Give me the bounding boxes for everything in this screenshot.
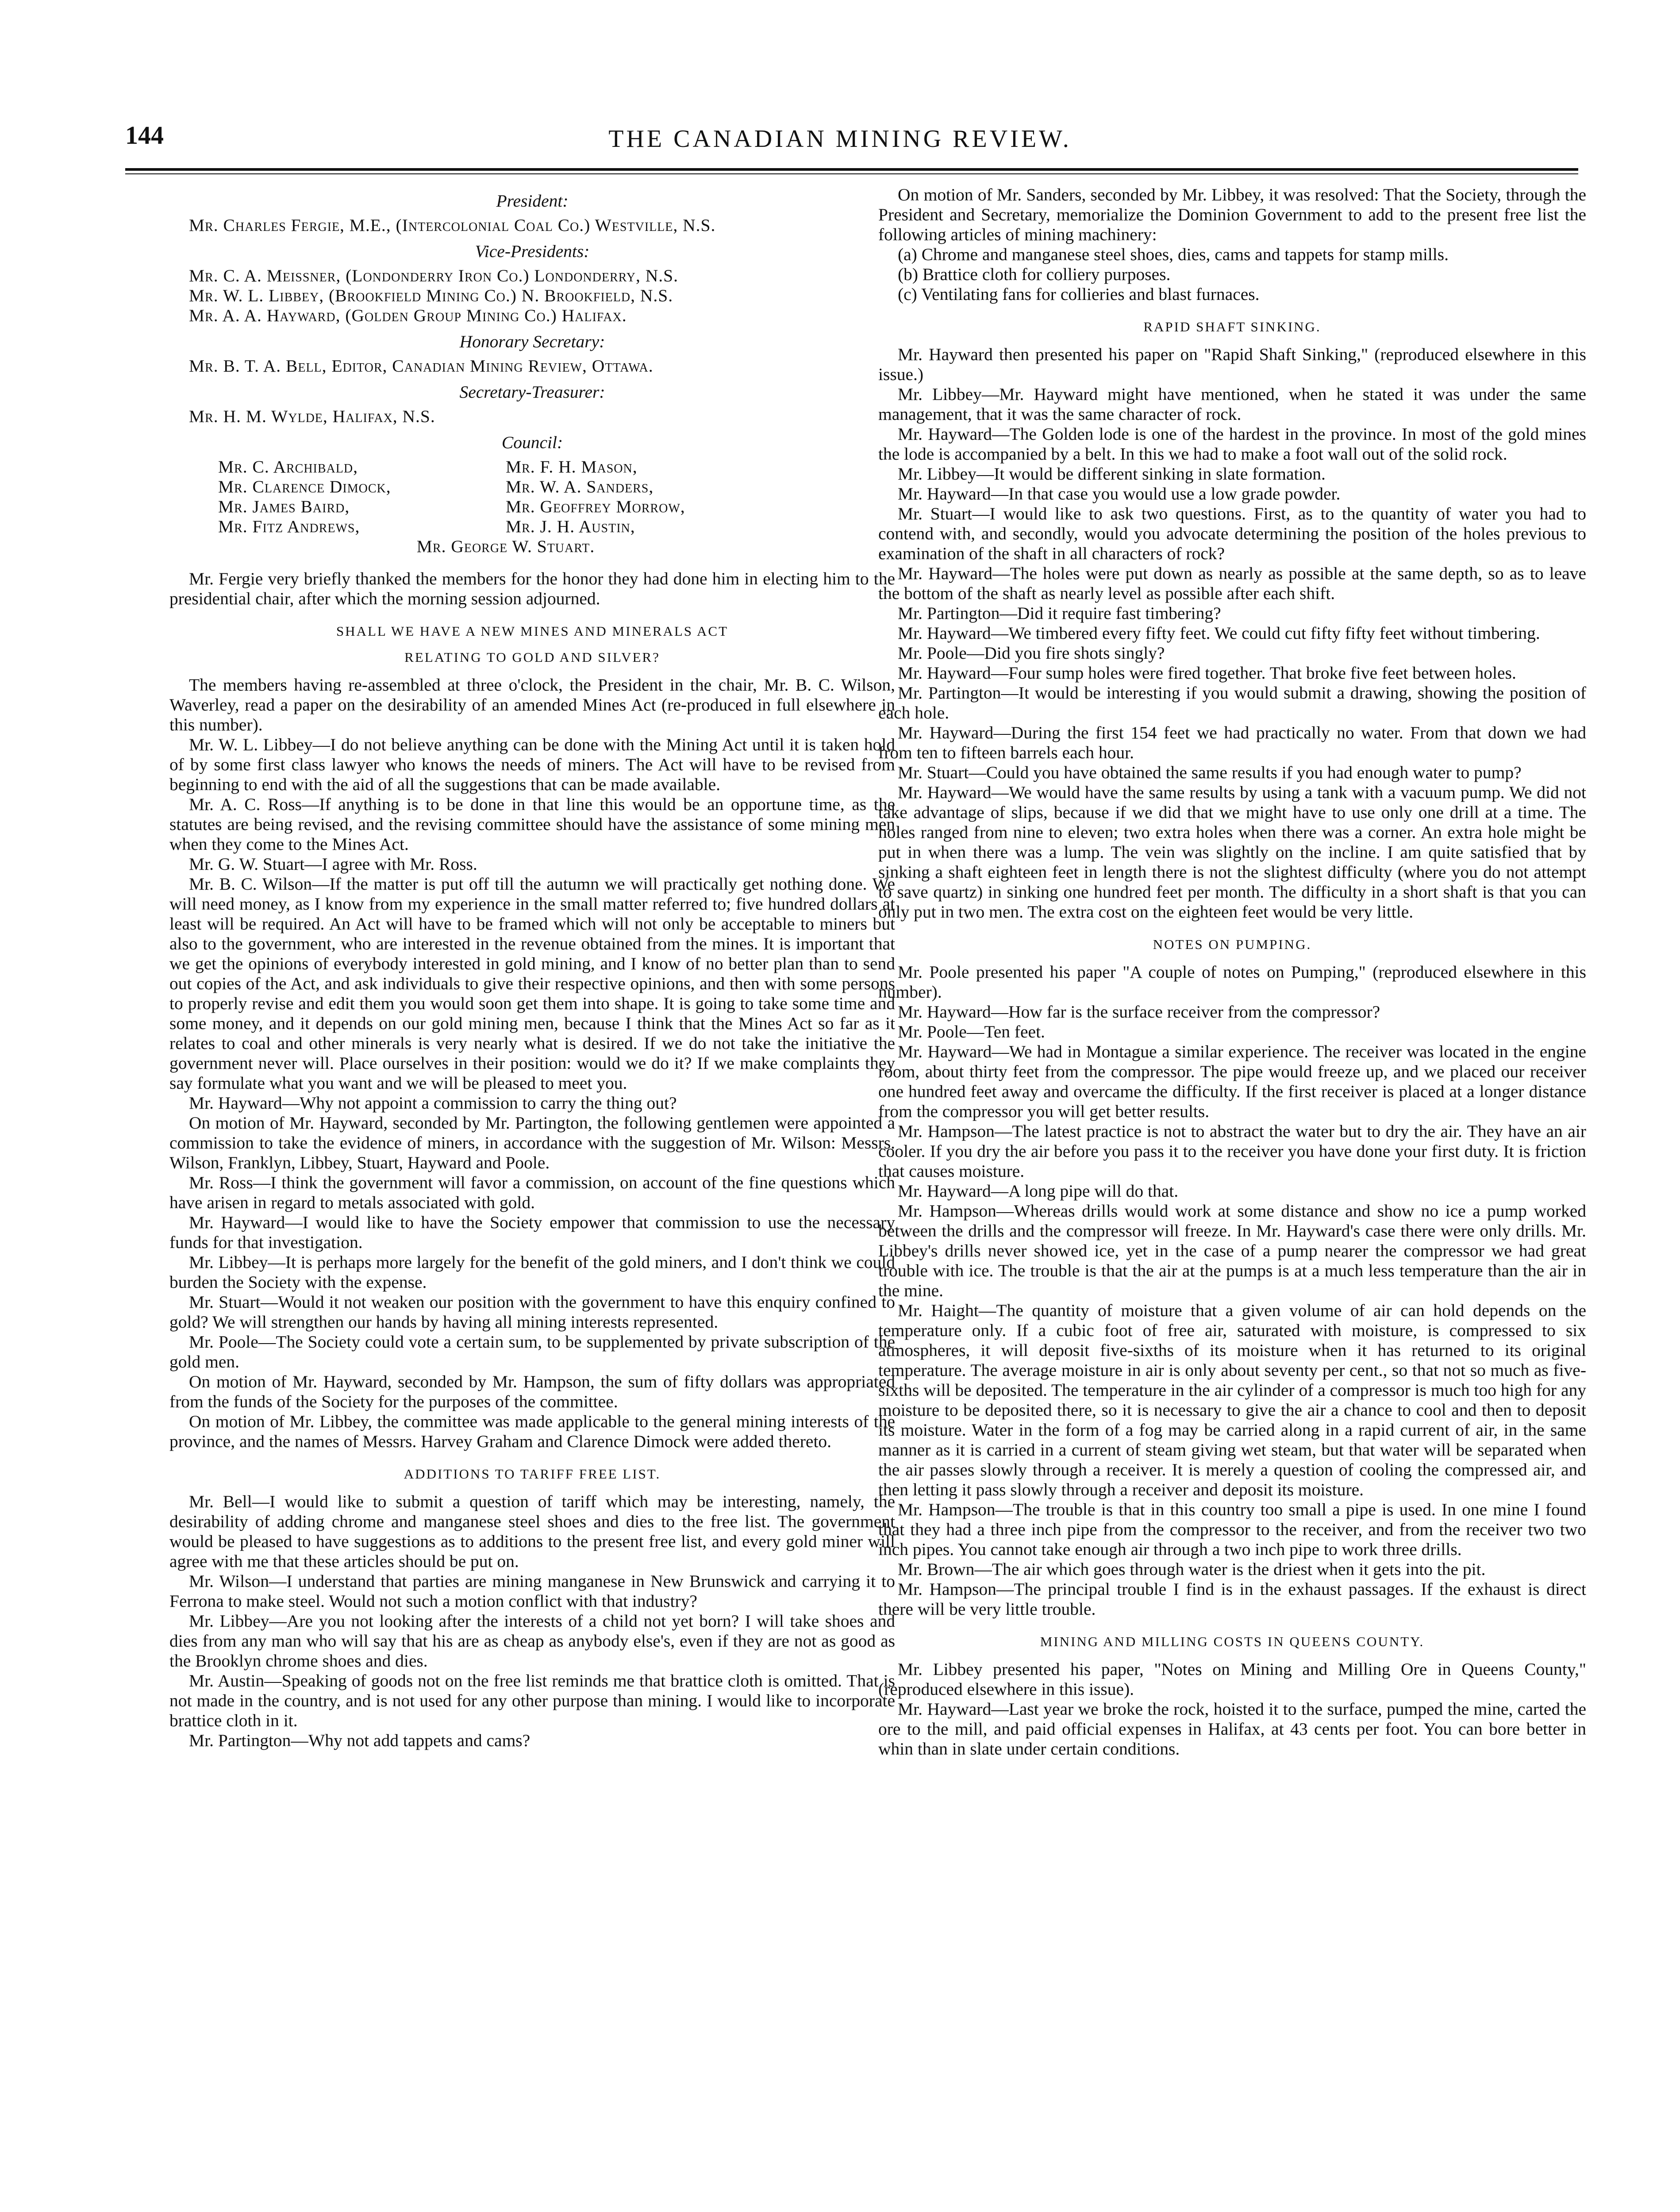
page-number: 144 [125,121,164,150]
council-member: Mr. James Baird, [218,497,350,516]
right-column [878,185,1586,1759]
honorary-secretary-entry: Mr. B. T. A. Bell, Editor, Canadian Mining Review, Ottawa. [189,356,654,376]
council-list [218,457,793,557]
section-heading-queens-county: MINING AND MILLING COSTS IN QUEENS COUNTY. [1040,1634,1425,1649]
paragraph: Mr. Hayward—In that case you would use a low grade powder. [898,484,1341,503]
section-heading-pumping: NOTES ON PUMPING. [1153,937,1312,952]
paragraph: Mr. Hayward—We timbered every fifty feet. We could cut fifty fifty feet without timbering. [898,623,1540,643]
president-heading: President: [496,191,569,211]
paragraph: Mr. Hayward—The Golden lode is one of the hardest in the province. In most of the gold mines the lode is accompanied by a belt. In this we had to make a foot wall out of the solid rock. [878,424,1586,464]
paragraph: Mr. Partington—Why not add tappets and cams? [189,1731,531,1750]
paragraph: Mr. Stuart—I would like to ask two questions. First, as to the quantity of water you had to contend with, and secondly, would you advocate determining the position of the holes previous to examination of the shaft in all characters of rock? [878,504,1586,563]
paragraph: Mr. Stuart—Would it not weaken our position with the government to have this enquiry confined to gold? We will strengthen our hands by having all mining interests represented. [169,1292,895,1332]
paragraph: Mr. Hampson—Whereas drills would work at some distance and show no ice a pump worked between the drills and the compressor will freeze. In Mr. Hayward's case there were only drills. Mr. Libbey's drills never showed ice, yet in the case of a pump nearer the compressor we had great trouble with ice. The trouble is that the air at the pumps is at a much less temperature than the air in the mine. [878,1201,1586,1300]
council-member: Mr. F. H. Mason, [506,457,638,476]
paragraph: Mr. Poole presented his paper "A couple of notes on Pumping," (reproduced elsewhere in this number). [878,962,1586,1002]
paragraph: Mr. Poole—The Society could vote a certain sum, to be supplemented by private subscription of the gold men. [169,1332,895,1371]
council-member: Mr. Geoffrey Morrow, [506,497,685,516]
running-head: THE CANADIAN MINING REVIEW. [608,125,1072,153]
section-heading-mines-act [169,621,895,667]
paragraph: Mr. Hayward—During the first 154 feet we had practically no water. From that down we had from ten to fifteen barrels each hour. [878,723,1586,762]
section-heading-tariff: ADDITIONS TO TARIFF FREE LIST. [404,1466,661,1482]
council-member: Mr. Clarence Dimock, [218,477,391,496]
vice-president-entry: Mr. C. A. Meissner, (Londonderry Iron Co.) Londonderry, N.S. [189,266,678,285]
council-member: Mr. J. H. Austin, [506,517,635,536]
paragraph: On motion of Mr. Hayward, seconded by Mr. Partington, the following gentlemen were appointed a commission to take the evidence of miners, in accordance with the suggestion of Mr. Wilson: Messrs. Wilson, Franklyn, Libbey, Stuart, Hayward and Poole. [169,1113,895,1172]
paragraph: On motion of Mr. Hayward, seconded by Mr. Hampson, the sum of fifty dollars was appropriated from the funds of the Society for the purposes of the committee. [169,1372,895,1411]
paragraph: Mr. Ross—I think the government will favor a commission, on account of the fine questions which have arisen in regard to metals associated with gold. [169,1173,895,1212]
paragraph: Mr. Hayward—We would have the same results by using a tank with a vacuum pump. We did not take advantage of slips, because if we did that we might have to use only one drill at a time. The holes ranged from nine to eleven; two extra holes when there was a corner. An extra hole might be put in when there was a lump. The vein was slightly on the incline. I am quite satisfied that by sinking a shaft eighteen feet in length there is not the slightest difficulty (where you do not attempt to save quartz) in sinking one hundred feet per month. The difficulty in a short shaft is that you can only put in two men. The extra cost on the eighteen feet would be very little. [878,783,1586,922]
paragraph: Mr. Brown—The air which goes through water is the driest when it gets into the pit. [898,1559,1486,1579]
council-heading: Council: [501,433,563,452]
council-member: Mr. George W. Stuart. [416,537,595,556]
paragraph: Mr. Hayward—Last year we broke the rock, hoisted it to the surface, pumped the mine, carted the ore to the mill, and paid official expenses in Halifax, at 43 cents per foot. You can bore better in whin than in slate under certain conditions. [878,1699,1586,1759]
paragraph: Mr. Poole—Did you fire shots singly? [898,643,1165,663]
vice-presidents-list [189,266,895,326]
paragraph: The members having re-assembled at three o'clock, the President in the chair, Mr. B. C. Wilson, Waverley, read a paper on the desirability of an amended Mines Act (re-produced in full elsewhere in this number). [169,675,895,734]
paragraph: On motion of Mr. Sanders, seconded by Mr. Libbey, it was resolved: That the Society, through the President and Secretary, memorialize the Dominion Government to add to the present free list the following articles of mining machinery: [878,185,1586,244]
paragraph: Mr. W. L. Libbey—I do not believe anything can be done with the Mining Act until it is taken hold of by some first class lawyer who knows the needs of miners. The Act will have to be revised from beginning to end with the aid of all the suggestions that can be made available. [169,735,895,794]
paragraph: Mr. Libbey—Mr. Hayward might have mentioned, when he stated it was under the same management, that it was the same character of rock. [878,384,1586,424]
section-heading-line: SHALL WE HAVE A NEW MINES AND MINERALS ACT [336,623,729,639]
vice-presidents-heading: Vice-Presidents: [475,242,590,261]
paragraph: Mr. Partington—It would be interesting if you would submit a drawing, showing the position of each hole. [878,683,1586,722]
secretary-treasurer-entry: Mr. H. M. Wylde, Halifax, N.S. [189,407,435,426]
paragraph: Mr. G. W. Stuart—I agree with Mr. Ross. [189,854,477,874]
paragraph: Mr. Fergie very briefly thanked the members for the honor they had done him in electing him to the presidential chair, after which the morning session adjourned. [169,569,895,608]
paragraph: On motion of Mr. Libbey, the committee was made applicable to the general mining interests of the province, and the names of Messrs. Harvey Graham and Clarence Dimock were added thereto. [169,1412,895,1451]
paragraph: Mr. Libbey—Are you not looking after the interests of a child not yet born? I will take shoes and dies from any man who will say that his are as cheap as anybody else's, even if they are not as good as the Brooklyn chrome shoes and dies. [169,1611,895,1671]
paragraph: Mr. Austin—Speaking of goods not on the free list reminds me that brattice cloth is omitted. That is not made in the country, and is not used for any other purpose than mining. I would like to incorporate brattice cloth in it. [169,1671,895,1730]
paragraph: Mr. Haight—The quantity of moisture that a given volume of air can hold depends on the temperature only. If a cubic foot of free air, saturated with moisture, is compressed to six atmospheres, it will deposit five-sixths of its moisture when it has returned to its original temperature. The average moisture in air is only about seventy per cent., so that not so much as five-sixths will be deposited. The temperature in the air cylinder of a compressor is much too high for any moisture to be deposited there, so it is necessary to give the air a chance to cool and then to deposit its moisture. Water in the form of a fog may be carried along in a rapid current of air, in the same manner as it is carried in a current of steam giving wet steam, but that water will be separated when the air passes slowly through a receiver. It is merely a question of cooling the compressed air, and then letting it pass slowly through a receiver and deposit its moisture. [878,1301,1586,1499]
paragraph: Mr. Partington—Did it require fast timbering? [898,603,1221,623]
president-entry: Mr. Charles Fergie, M.E., (Intercolonial Coal Co.) Westville, N.S. [189,215,716,235]
paragraph: Mr. B. C. Wilson—If the matter is put off till the autumn we will practically get nothing done. We will need money, as I know from my experience in the small matter referred to; five hundred dollars at least will be required. An Act will have to be framed which will not only be acceptable to miners but also to the government, who are interested in the revenue obtained from the mines. It is important that we get the opinions of everybody interested in gold mining, and I know of no better plan than to send out copies of the Act, and ask individuals to give their respective opinions, and then with some persons to properly revise and edit them you would soon get them into shape. It is going to take some time and some money, and it depends on our gold mining men, because I think that the Mines Act so far as it relates to coal and other minerals is very nearly what is desired. If we do not take the initiative the government never will. Place ourselves in their position: would we do it? If we make complaints they say formulate what you want and we will be pleased to meet you. [169,874,895,1093]
paragraph: Mr. Libbey presented his paper, "Notes on Mining and Milling Ore in Queens County," (reproduced elsewhere in this issue). [878,1659,1586,1699]
paragraph: Mr. Hayward—How far is the surface receiver from the compressor? [898,1002,1380,1022]
paragraph: Mr. Hayward—I would like to have the Society empower that commission to use the necessary funds for that investigation. [169,1213,895,1252]
paragraph: Mr. Hayward—A long pipe will do that. [898,1181,1179,1201]
council-member: Mr. C. Archibald, [218,457,358,476]
paragraph: Mr. Hampson—The trouble is that in this country too small a pipe is used. In one mine I found that they had a three inch pipe from the compressor to the receiver, and from the receiver two two inch pipes. You cannot take enough air through a two inch pipe to work three drills. [878,1500,1586,1559]
paragraph: Mr. Poole—Ten feet. [898,1022,1045,1041]
honorary-secretary-heading: Honorary Secretary: [459,332,605,351]
paragraph: Mr. Stuart—Could you have obtained the same results if you had enough water to pump? [898,763,1522,782]
header-rule-thick [125,168,1578,171]
paragraph: Mr. Hampson—The latest practice is not to abstract the water but to dry the air. They have an air cooler. If you dry the air before you pass it to the receiver you have done your first duty. It is friction that causes moisture. [878,1121,1586,1181]
paragraph: Mr. Bell—I would like to submit a question of tariff which may be interesting, namely, the desirability of adding chrome and manganese steel shoes and dies to the free list. The government would be pleased to have suggestions as to additions to the present free list, and every gold miner will agree with me that these articles should be put on. [169,1492,895,1571]
left-column [169,185,895,1751]
paragraph: Mr. Hayward—We had in Montague a similar experience. The receiver was located in the engine room, about thirty feet from the compressor. The pipe would freeze up, and we placed our receiver one hundred feet away and overcame the difficulty. If the first receiver is placed at a longer distance from the compressor you will get better results. [878,1042,1586,1121]
header-rule-thin [125,173,1578,174]
section-heading-shaft-sinking: RAPID SHAFT SINKING. [1143,319,1321,334]
list-item: (b) Brattice cloth for colliery purposes. [898,265,1171,284]
paragraph: Mr. Hayward—Why not appoint a commission to carry the thing out? [189,1093,677,1113]
council-member: Mr. W. A. Sanders, [506,477,654,496]
paragraph: Mr. Libbey—It is perhaps more largely for the benefit of the gold miners, and I don't think we could burden the Society with the expense. [169,1252,895,1292]
vice-president-entry: Mr. W. L. Libbey, (Brookfield Mining Co.) N. Brookfield, N.S. [189,286,673,305]
council-member: Mr. Fitz Andrews, [218,517,360,536]
vice-president-entry: Mr. A. A. Hayward, (Golden Group Mining Co.) Halifax. [189,306,627,325]
list-item: (a) Chrome and manganese steel shoes, dies, cams and tappets for stamp mills. [898,245,1449,264]
paragraph: Mr. Hampson—The principal trouble I find is in the exhaust passages. If the exhaust is direct there will be very little trouble. [878,1579,1586,1619]
paragraph: Mr. A. C. Ross—If anything is to be done in that line this would be an opportune time, as the statutes are being revised, and the revising committee should have the assistance of some mining men when they come to the Mines Act. [169,795,895,854]
paragraph: Mr. Libbey—It would be different sinking in slate formation. [898,464,1326,484]
paragraph: Mr. Wilson—I understand that parties are mining manganese in New Brunswick and carrying it to Ferrona to make steel. Would not such a motion conflict with that industry? [169,1571,895,1611]
list-item: (c) Ventilating fans for collieries and blast furnaces. [898,284,1260,304]
paragraph: Mr. Hayward—The holes were put down as nearly as possible at the same depth, so as to leave the bottom of the shaft as nearly level as possible after each shift. [878,564,1586,603]
section-heading-line: RELATING TO GOLD AND SILVER? [404,649,660,665]
paragraph: Mr. Hayward—Four sump holes were fired together. That broke five feet between holes. [898,663,1516,683]
secretary-treasurer-heading: Secretary-Treasurer: [459,382,605,402]
paragraph: Mr. Hayward then presented his paper on "Rapid Shaft Sinking," (reproduced elsewhere in this issue.) [878,345,1586,384]
